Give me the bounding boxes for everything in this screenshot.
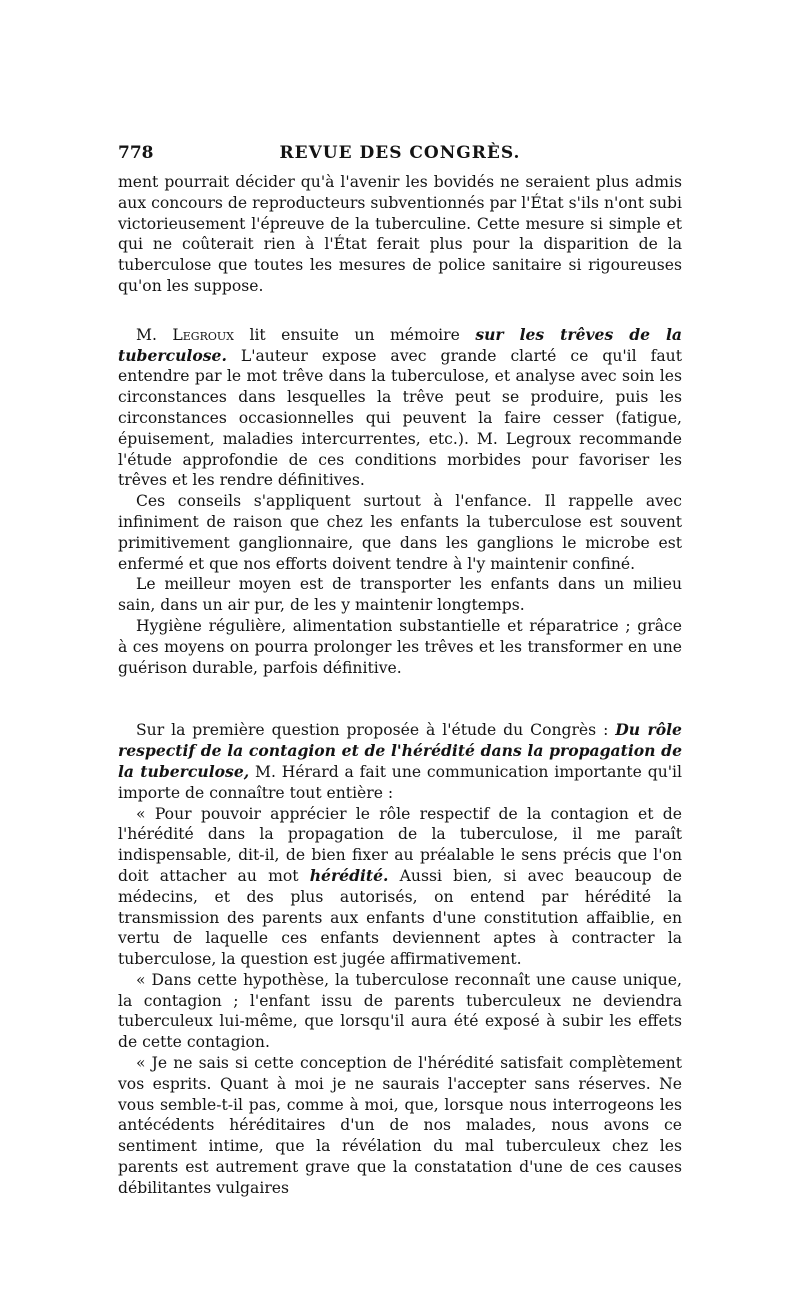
paragraph-quote-heredite: [118, 804, 682, 970]
memoir-title: sur les trêves de la tuberculose.: [118, 324, 682, 365]
page-body: [118, 172, 682, 1199]
paragraph-legroux: [118, 325, 682, 491]
paragraph-milieu-sain: Le meilleur moyen est de transporter les enfants dans un milieu sain, dans un air pur, de les y maintenir longtemps.: [118, 575, 682, 615]
paragraph-legroux-mid: lit ensuite un mémoire: [233, 325, 476, 344]
paragraph-herard-rest: M. Hérard a fait une communication importante qu'il importe de connaître tout entière :: [118, 762, 683, 802]
paragraph-herard-lead: Sur la première question proposée à l'étude du Congrès :: [136, 721, 616, 740]
running-title: REVUE DES CONGRÈS.: [279, 143, 521, 163]
paragraph-enfance: Ces conseils s'appliquent surtout à l'enfance. Il rappelle avec infiniment de raison que chez les enfants la tuberculose est souvent primitivement ganglionnaire, que dans les ganglions le microbe est enfermé et que nos efforts doivent tendre à l'y maintenir confiné.: [118, 492, 682, 573]
paragraph-quote-hypothese: « Dans cette hypothèse, la tuberculose reconnaît une cause unique, la contagion ; l'enfant issu de parents tuberculeux ne deviendra tuberculeux lui-même, que lorsqu'il aura été exposé à subir les effets de cette contagion.: [118, 970, 682, 1052]
paragraph-quote-lead: « Pour pouvoir apprécier le rôle respectif de la contagion et de l'hérédité dans la propagation de la tuberculose, il me paraît indispensable, dit-il, de bien fixer au préalable le sens précis que l'on doit attacher au mot: [118, 804, 682, 885]
page-number: 778: [118, 143, 154, 163]
paragraph-quote-conception: « Je ne sais si cette conception de l'hérédité satisfait complètement vos esprits. Quant à moi je ne saurais l'accepter sans réserves. Ne vous semble-t-il pas, comme à moi, que, lorsque nous interrogeons les antécédents héréditaires d'un de nos malades, nous avons ce sentiment intime, que la révélation du mal tuberculeux chez les parents est autrement grave que la constatation d'une de ces causes débilitantes vulgaires: [118, 1054, 682, 1197]
paragraph-legroux-lead: M.: [136, 325, 173, 344]
paragraph-herard-intro: [118, 720, 682, 803]
paragraph-hygiene: Hygiène régulière, alimentation substantielle et réparatrice ; grâce à ces moyens on pourra prolonger les trêves et les transformer en une guérison durable, parfois définitive.: [118, 616, 682, 677]
page-header: [118, 143, 682, 167]
question-title: Du rôle respectif de la contagion et de l'hérédité dans la propagation de la tuberculose,: [118, 720, 682, 781]
author-name-legroux: Legroux: [172, 325, 234, 344]
paragraph-legroux-rest: L'auteur expose avec grande clarté ce qu'il faut entendre par le mot trêve dans la tuberculose, et analyse avec soin les circonstances dans lesquelles la trêve peut se produire, puis les circonstances occasionnelles qui peuvent la faire cesser (fatigue, épuisement, maladies intercurrentes, etc.). M. Legroux recommande l'étude approfondie de ces conditions morbides pour favoriser les trêves et les rendre définitives.: [118, 346, 682, 490]
term-heredite: hérédité.: [309, 865, 389, 885]
paragraph-bovides: ment pourrait décider qu'à l'avenir les bovidés ne seraient plus admis aux concours de reproducteurs subventionnés par l'État s'ils n'ont subi victorieusement l'épreuve de la tuberculine. Cette mesure si simple et qui ne coûterait rien à l'État ferait plus pour la disparition de la tuberculose que toutes les mesures de police sanitaire si rigoureuses qu'on les suppose.: [118, 173, 682, 295]
paragraph-quote-rest: Aussi bien, si avec beaucoup de médecins, et des plus autorisés, on entend par hérédité la transmission des parents aux enfants d'une constitution affaiblie, en vertu de laquelle ces enfants deviennent aptes à contracter la tuberculose, la question est jugée affirmativement.: [118, 866, 682, 969]
